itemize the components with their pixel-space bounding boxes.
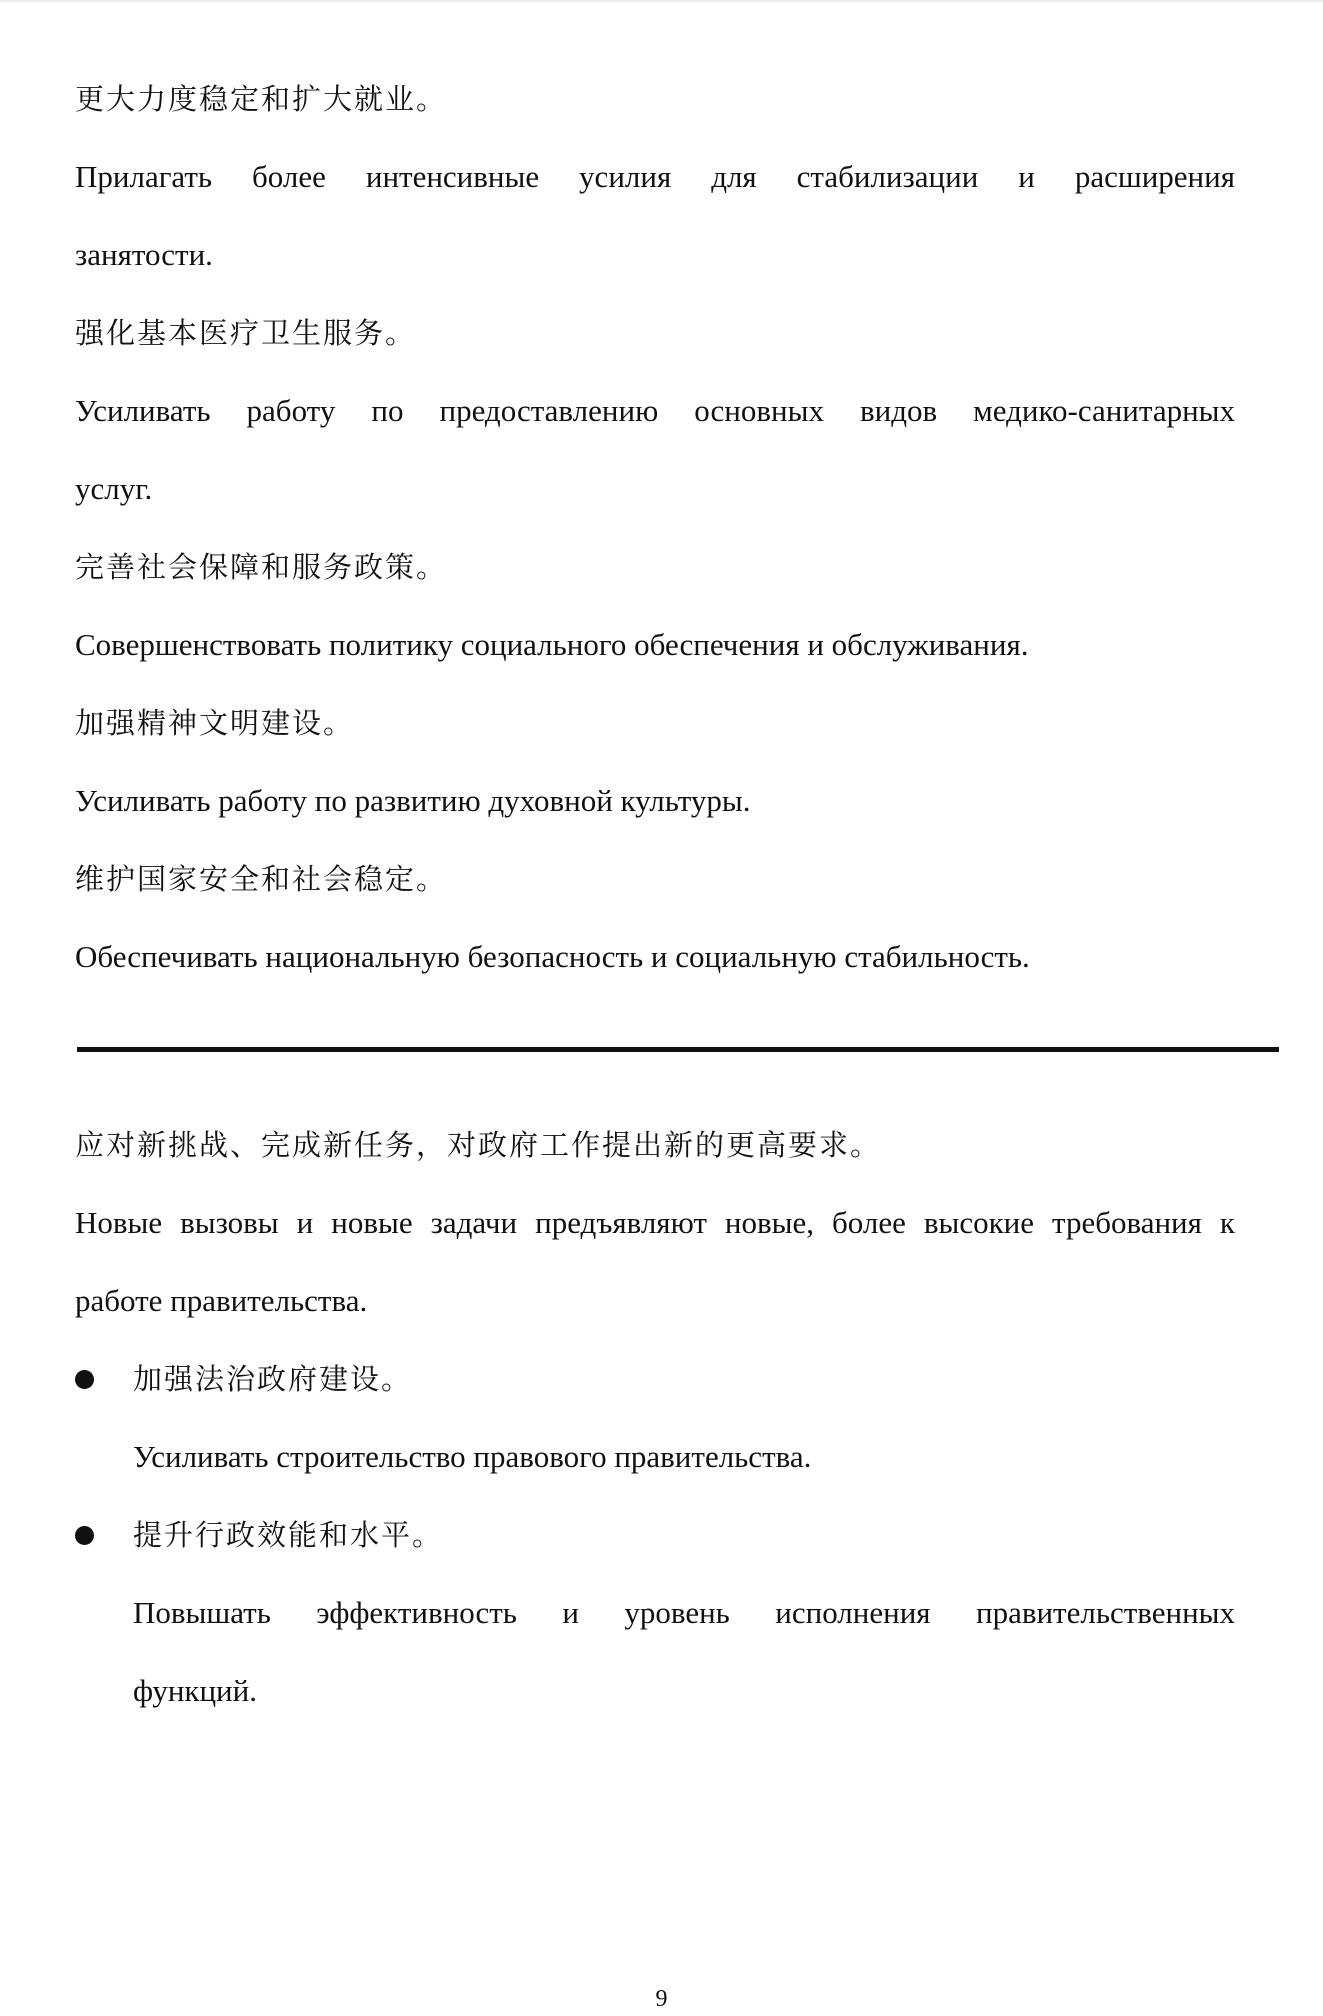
chinese-line: 加强法治政府建设。 <box>133 1362 413 1396</box>
chinese-line: 更大力度稳定和扩大就业。 <box>75 82 448 116</box>
chinese-line: 加强精神文明建设。 <box>75 706 355 740</box>
page-top-edge <box>0 0 1323 3</box>
section-divider <box>75 996 1235 1106</box>
bullet-dot-icon <box>75 1526 94 1545</box>
page-content <box>75 60 1235 1730</box>
chinese-line: 维护国家安全和社会稳定。 <box>75 862 448 896</box>
page-number: 9 <box>655 1986 668 2012</box>
russian-line: Новые вызовы и новые задачи предъявляют новые, более высокие требования к <box>75 1205 1235 1240</box>
chinese-line: 完善社会保障和服务政策。 <box>75 550 448 584</box>
russian-line: Совершенствовать политику социального обеспечения и обслуживания. <box>75 627 1029 662</box>
divider-rule <box>77 1047 1279 1052</box>
chinese-line: 提升行政效能和水平。 <box>133 1518 444 1552</box>
russian-line: работе правительства. <box>75 1283 368 1318</box>
bullet-item <box>75 1496 1235 1574</box>
russian-line: функций. <box>133 1673 257 1708</box>
russian-line: услуг. <box>75 471 153 506</box>
bullet-dot-icon <box>75 1370 94 1389</box>
russian-line: Прилагать более интенсивные усилия для стабилизации и расширения <box>75 159 1235 194</box>
russian-line: Усиливать строительство правового правительства. <box>133 1439 812 1474</box>
russian-line: Повышать эффективность и уровень исполнения правительственных <box>133 1595 1235 1630</box>
chinese-line: 应对新挑战、完成新任务，对政府工作提出新的更高要求。 <box>75 1128 882 1162</box>
russian-line: Усиливать работу по предоставлению основных видов медико-санитарных <box>75 393 1235 428</box>
chinese-line: 强化基本医疗卫生服务。 <box>75 316 417 350</box>
bullet-item <box>75 1340 1235 1418</box>
russian-line: занятости. <box>75 237 213 272</box>
russian-line: Усиливать работу по развитию духовной культуры. <box>75 783 751 818</box>
russian-line: Обеспечивать национальную безопасность и социальную стабильность. <box>75 939 1030 974</box>
